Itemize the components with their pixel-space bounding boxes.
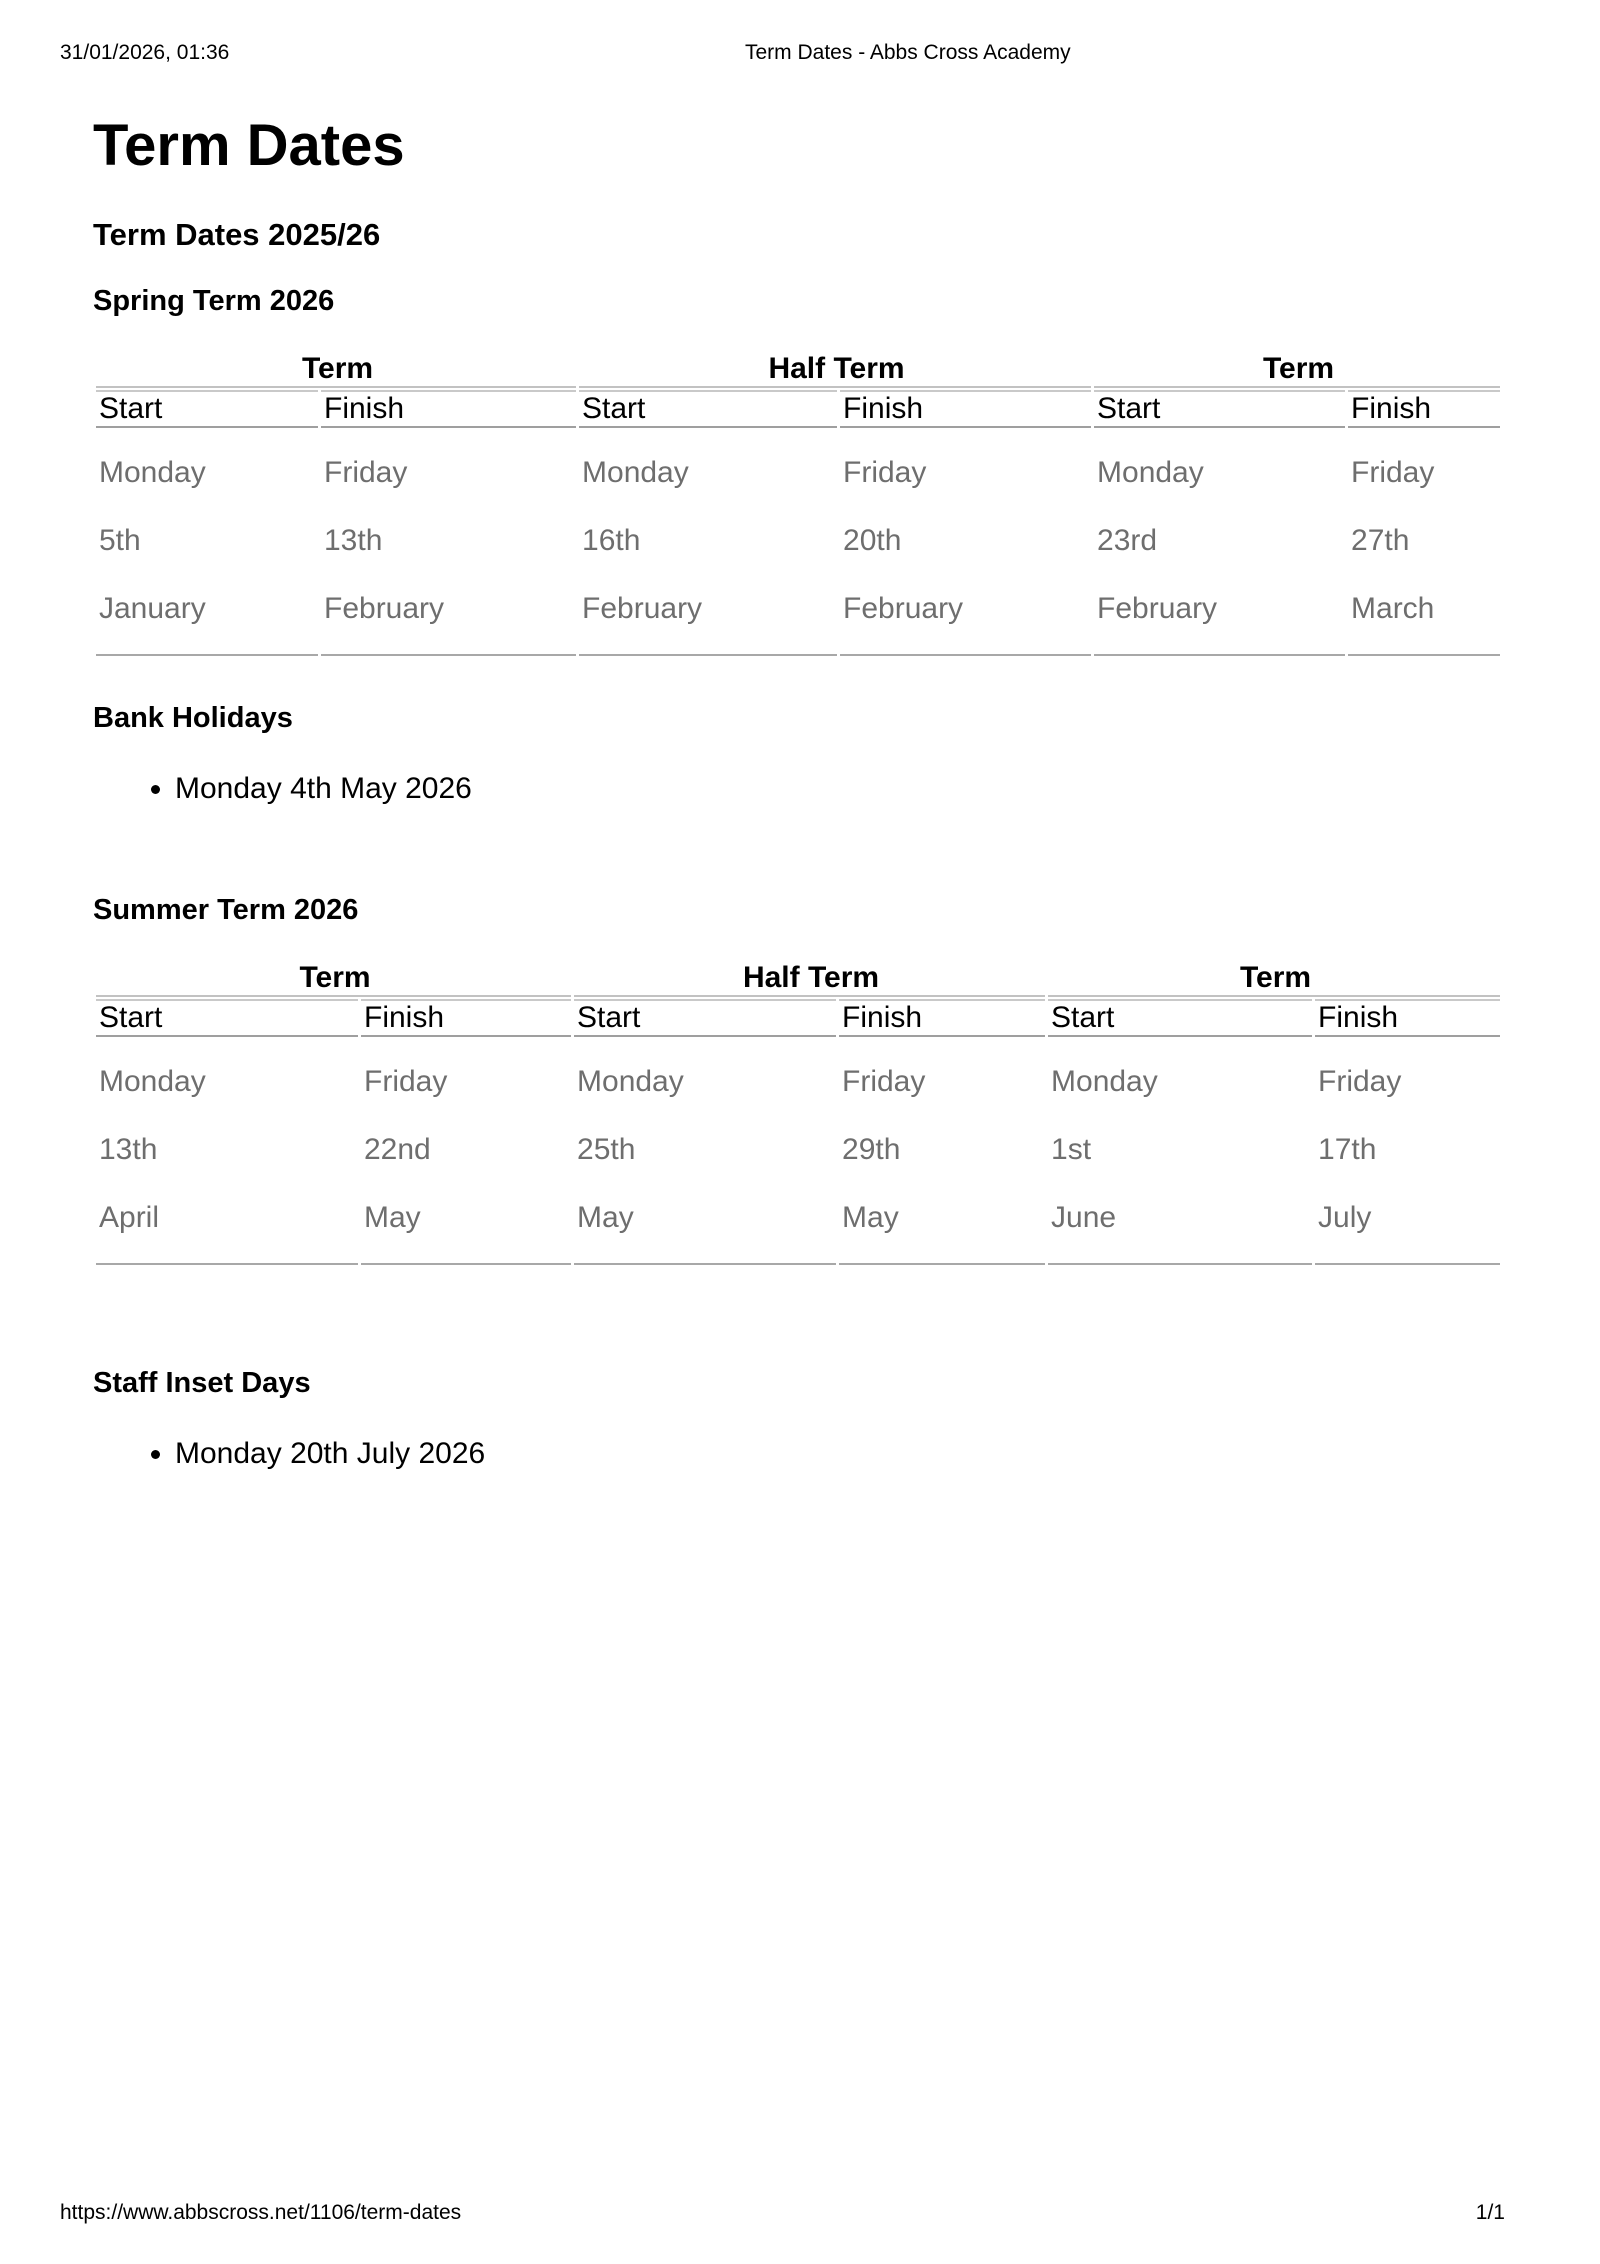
column-header-row [96,390,1500,428]
table-cell: Monday [1097,456,1204,490]
section-title-staff-inset-days: Staff Inset Days [93,1366,311,1399]
table-cell: Friday [1318,1064,1402,1098]
table-cell: 20th [843,524,902,558]
list-item: • Monday 4th May 2026 [175,772,1482,806]
col-header-finish: Finish [1315,999,1500,1037]
group-header-term: Term [1094,352,1500,388]
group-header-row [96,961,1500,997]
col-header-finish: Finish [840,390,1091,428]
group-header-half-term: Half Term [579,352,1091,388]
page-subtitle: Term Dates 2025/26 [93,216,381,252]
table-cell: 25th [577,1132,636,1166]
table-cell: January [96,576,318,656]
table-cell: Monday [99,1064,206,1098]
document-page [93,0,1482,1471]
summer-term-table [93,959,1503,1267]
staff-inset-list [93,1437,1482,1471]
col-header-start: Start [96,999,358,1037]
table-cell: 1st [1051,1132,1092,1166]
table-cell: Friday [843,456,927,490]
table-cell: February [579,576,837,656]
table-cell: Friday [842,1064,926,1098]
table-cell: 27th [1351,524,1410,558]
col-header-start: Start [96,390,318,428]
section-title-spring-term: Spring Term 2026 [93,285,335,318]
table-cell: 16th [582,524,641,558]
table-cell: May [839,1185,1045,1265]
col-header-finish: Finish [1348,390,1500,428]
table-cell: 22nd [364,1132,431,1166]
section-title-bank-holidays: Bank Holidays [93,702,293,735]
col-header-finish: Finish [839,999,1045,1037]
table-cell: May [574,1185,836,1265]
table-cell: 17th [1318,1132,1377,1166]
table-cell: 23rd [1097,524,1158,558]
print-doc-title: Term Dates - Abbs Cross Academy [745,41,1071,64]
group-header-term: Term [1048,961,1500,997]
table-row [96,1039,1500,1115]
table-cell: June [1048,1185,1312,1265]
group-header-half-term: Half Term [574,961,1045,997]
table-cell: Monday [99,456,206,490]
table-cell: 13th [99,1132,158,1166]
table-cell: May [361,1185,571,1265]
col-header-start: Start [579,390,837,428]
table-cell: February [840,576,1091,656]
group-header-term: Term [96,961,571,997]
table-row [96,1117,1500,1183]
col-header-start: Start [574,999,836,1037]
table-cell: Friday [364,1064,448,1098]
table-cell: February [321,576,576,656]
print-datetime: 31/01/2026, 01:36 [60,41,230,64]
table-cell: Monday [1051,1064,1158,1098]
table-cell: 5th [99,524,141,558]
table-cell: 29th [842,1132,901,1166]
table-cell: Monday [582,456,689,490]
group-header-row [96,352,1500,388]
print-footer-url: https://www.abbscross.net/1106/term-dates [60,2201,462,2224]
bank-holidays-list [93,772,1482,806]
col-header-finish: Finish [321,390,576,428]
table-row [96,430,1500,506]
table-cell: Monday [577,1064,684,1098]
table-row [96,1185,1500,1265]
spring-term-table [93,350,1503,658]
col-header-start: Start [1094,390,1345,428]
col-header-finish: Finish [361,999,571,1037]
table-cell: Friday [324,456,408,490]
table-row [96,508,1500,574]
col-header-start: Start [1048,999,1312,1037]
page-title: Term Dates [93,113,405,178]
table-cell: April [96,1185,358,1265]
table-cell: 13th [324,524,383,558]
table-cell: March [1348,576,1500,656]
table-cell: July [1315,1185,1500,1265]
table-row [96,576,1500,656]
table-cell: Friday [1351,456,1435,490]
section-title-summer-term: Summer Term 2026 [93,893,359,926]
print-footer-page-indicator: 1/1 [1475,2201,1505,2224]
group-header-term: Term [96,352,576,388]
list-item: • Monday 20th July 2026 [175,1437,1482,1471]
column-header-row [96,999,1500,1037]
table-cell: February [1094,576,1345,656]
